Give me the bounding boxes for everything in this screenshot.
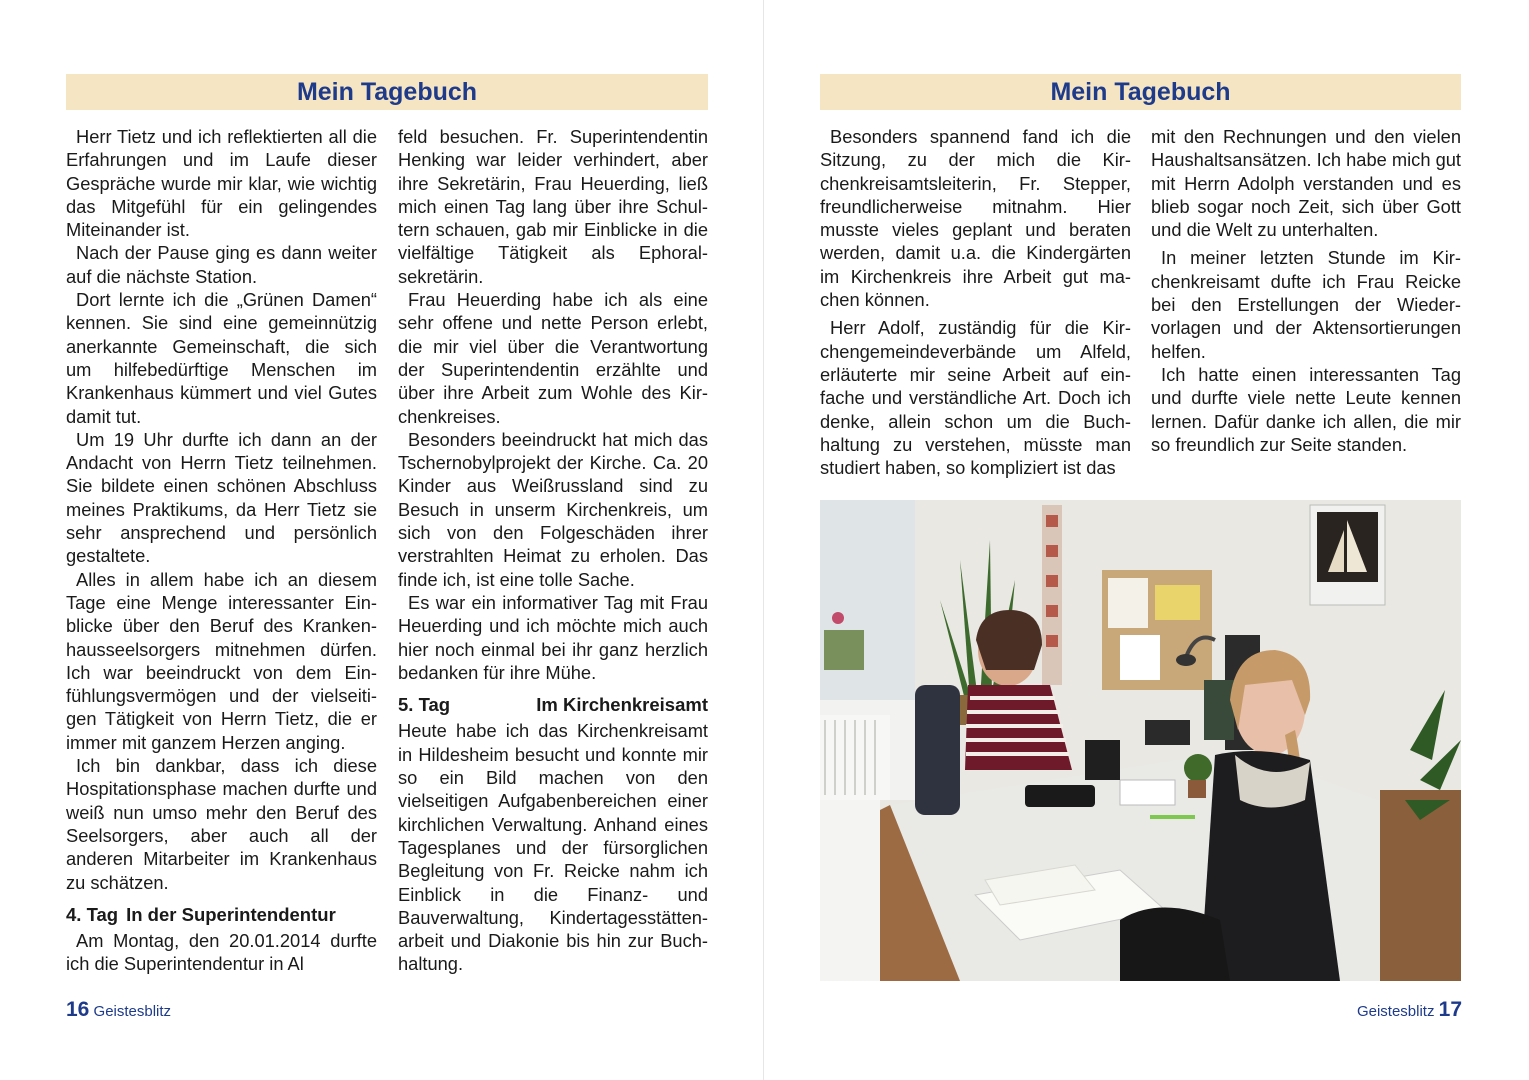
- paragraph: Besonders beeindruckt hat mich das Tschernobylprojekt der Kirche. Ca. 20 Kinder aus Weißrussland sind zu Besuch in unserm Kirchenkreis, um sich von den Folgeschäden ihrer verstrahlten Heimat zu erholen. Das finde ich, ist eine tolle Sache.: [398, 428, 708, 590]
- paragraph: In meiner letzten Stunde im Kirchenkreisamt dufte ich Frau Reicke bei den Erstellungen der Wiedervorlagen und der Aktensortierungen helfen.: [1151, 247, 1461, 362]
- paragraph: Es war ein informativer Tag mit Frau Heuerding und ich möchte mich auch hier noch einmal bei ihr ganz herzlich bedanken für ihre Mühe.: [398, 591, 708, 683]
- page-header-left: Mein Tagebuch: [66, 74, 708, 110]
- magazine-name: Geistesblitz: [1356, 1003, 1435, 1020]
- paragraph: Nach der Pause ging es dann weiter auf die nächste Station.: [66, 242, 377, 287]
- page-number: 17: [1438, 998, 1462, 1021]
- footer-left: [66, 998, 171, 1022]
- paragraph: Besonders spannend fand ich die Sitzung, zu der mich die Kirchenkreisamtsleiterin, Fr. Stepper, freundlicherweise mitnahm. Hier musste vieles geplant und beraten werden, damit u.a. die Kindergärten im Kirchenkreis ihre Arbeit gut machen können.: [820, 126, 1131, 311]
- paragraph: Ich bin dankbar, dass ich diese Hospitationsphase machen durfte und weiß nun umso mehr den Beruf des Seelsorgers, aber auch all der anderen Mitarbeiter im Krankenhaus zu schätzen.: [66, 755, 377, 893]
- paragraph: Am Montag, den 20.01.2014 durfte ich die Superintendentur in Al: [66, 930, 377, 975]
- paragraph: Ich hatte einen interessanten Tag und durfte viele nette Leute kennen lernen. Dafür danke ich allen, die mir so freundlich zur Seite standen.: [1151, 363, 1461, 455]
- section-heading-day5: [398, 693, 708, 716]
- heading-place: In der Superintendentur: [126, 903, 336, 925]
- paragraph: feld besuchen. Fr. Superintendentin Henking war leider verhindert, aber ihre Sekretärin, Frau Heuerding, ließ mich einen Tag lang über ihre Schultern schauen, gab mir Einblicke in die vielfältige Tätigkeit als Ephoralsekretärin.: [398, 126, 708, 287]
- right-page: [765, 0, 1529, 1080]
- office-photo: [820, 500, 1461, 981]
- page-header-right: Mein Tagebuch: [820, 74, 1461, 110]
- heading-day: 5. Tag: [398, 694, 451, 716]
- paragraph: Um 19 Uhr durfte ich dann an der Andacht von Herrn Tietz teilnehmen. Sie bildete einen schönen Abschluss meines Praktikums, da Herr Tietz sie sehr ansprechend und persönlich gestaltete.: [66, 428, 377, 567]
- heading-place: Im Kirchenkreisamt: [536, 694, 708, 716]
- paragraph: Alles in allem habe ich an diesem Tage eine Menge interessanter Einblicke über den Beruf des Krankenhausseelsorgers mitnehmen dürfen. Ich war beeindruckt von dem Einfühlungsvermögen und der vielseitigen Tätigkeit von Herrn Tietz, die er immer mit ganzem Herzen anging.: [66, 568, 377, 753]
- section-heading-day4: [66, 903, 377, 926]
- paragraph: Frau Heuerding habe ich als eine sehr offene und nette Person erlebt, die mir viel über die Verantwortung der Superintendentin erzählte und über ihre Arbeit zum Wohle des Kirchenkreises.: [398, 289, 708, 427]
- paragraph: Dort lernte ich die „Grünen Damen“ kennen. Sie sind eine gemeinnützig anerkannte Gemeinschaft, die sich um hilfebedürftige Menschen im Krankenhaus kümmert und viel Gutes damit tut.: [66, 289, 377, 427]
- right-column-1: [820, 125, 1131, 479]
- heading-day: 4. Tag: [66, 903, 119, 925]
- left-page: [0, 0, 764, 1080]
- left-column-2: [398, 125, 708, 976]
- magazine-name: Geistesblitz: [93, 1003, 172, 1020]
- left-column-1: [66, 125, 377, 976]
- paragraph: Herr Adolf, zuständig für die Kirchengemeindeverbände um Alfeld, erläuterte mir seine Arbeit auf einfache und verständliche Art. Doch ich denke, allein schon um die Buchhaltung zu verstehen, müsste man studiert haben, so kompliziert ist das: [820, 317, 1131, 479]
- paragraph: Herr Tietz und ich reflektierten all die Erfahrungen und im Laufe dieser Gespräche wurde mir klar, wie wichtig das Mitgefühl für ein gelingendes Miteinander ist.: [66, 126, 377, 241]
- page-number: 16: [66, 998, 90, 1021]
- paragraph: mit den Rechnungen und den vielen Haushaltsansätzen. Ich habe mich gut mit Herrn Adolph verstanden und es blieb sogar noch Zeit, sich über Gott und die Welt zu unterhalten.: [1151, 126, 1461, 241]
- paragraph: Heute habe ich das Kirchenkreisamt in Hildesheim besucht und konnte mir so ein Bild machen von den vielseitigen Aufgabenbereichen einer kirchlichen Verwaltung. Anhand eines Tagesplanes und der fürsorglichen Begleitung von Fr. Reicke nahm ich Einblick in die Finanz- und Bauverwaltung, Kindertagesstättenarbeit und Diakonie bis hin zur Buchhaltung.: [398, 720, 708, 975]
- right-column-2: [1151, 125, 1461, 456]
- footer-right: [1357, 998, 1462, 1022]
